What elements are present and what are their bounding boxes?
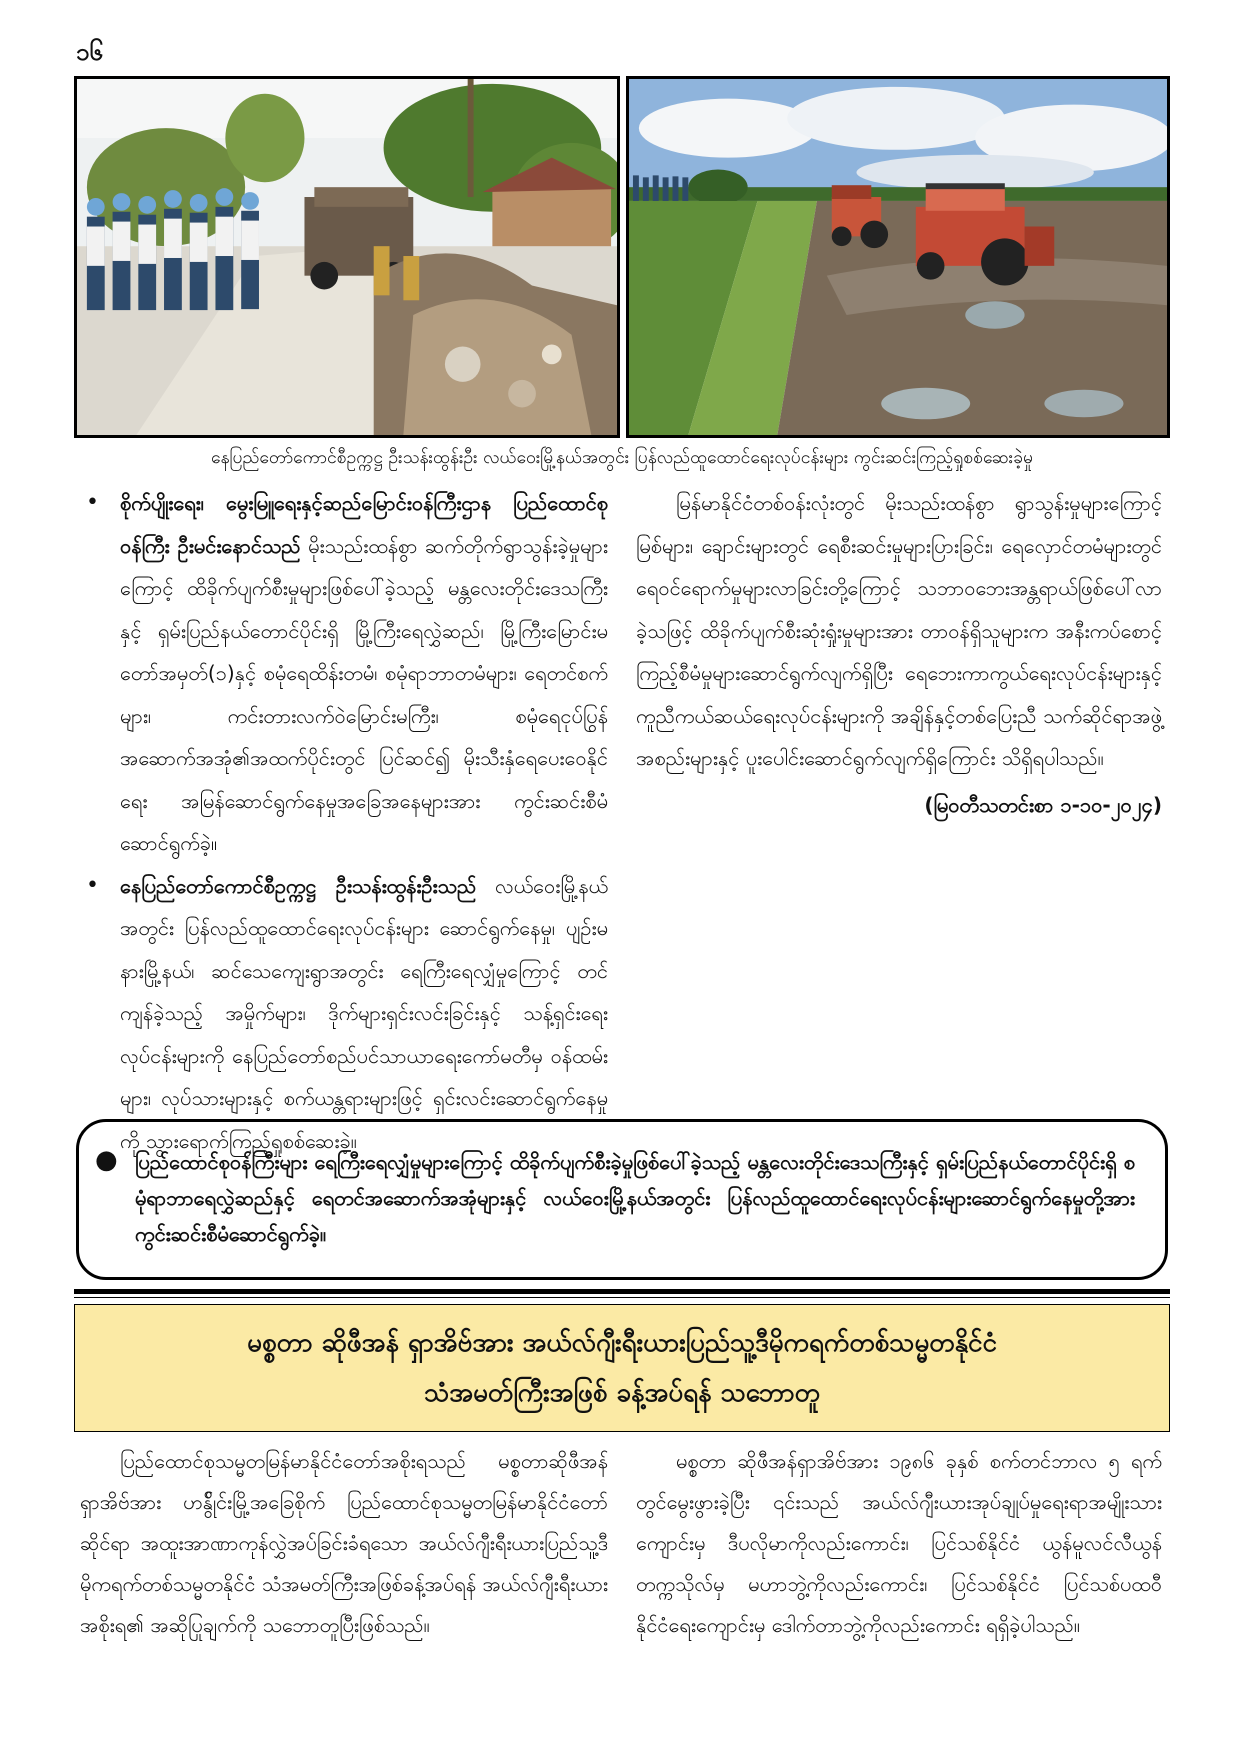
headline-box	[74, 1304, 1170, 1432]
page-number: ၁၆	[76, 38, 103, 66]
section-divider	[74, 1289, 1170, 1294]
headline-line-1: မစ္စတာ ဆိုဖီအန် ရှာအိဗ်အား အယ်လ်ဂျီးရီးယားပြည်သူ့ဒီမိုကရက်တစ်သမ္မတနိုင်ငံ	[247, 1328, 997, 1358]
bullet-dot-icon: •	[86, 490, 99, 515]
article2-left-paragraph: ပြည်ထောင်စုသမ္မတမြန်မာနိုင်ငံတော်အစိုးရသည် မစ္စတာဆိုဖီအန် ရှာအိဗ်အား ဟန်ွိုင်းမြို့အခြေစိုက် ပြည်ထောင်စုသမ္မတမြန်မာနိုင်ငံတော်ဆိုင်ရာ အထူးအာဏာကုန်လွှဲအပ်ခြင်းခံရသော အယ်လ်ဂျီးရီးယားပြည်သူ့ဒီမိုကရက်တစ်သမ္မတနိုင်ငံ သံအမတ်ကြီးအဖြစ်ခန့်အပ်ရန် အယ်လ်ဂျီးရီးယား အစိုးရ၏ အဆိုပြုချက်ကို သဘောတူပြီးဖြစ်သည်။	[80, 1449, 608, 1637]
section-divider-thin	[74, 1297, 1170, 1298]
article1-left-column	[80, 482, 608, 1162]
summary-box	[76, 1119, 1168, 1280]
photo-caption: နေပြည်တော်ကောင်စီဥက္ကဋ္ဌ ဦးသန်းထွန်းဦး လယ်ဝေးမြို့နယ်အတွင်း ပြန်လည်ထူထောင်ရေးလုပ်ငန်းများ ကွင်းဆင်းကြည့်ရှုစစ်ဆေးခဲ့မှု	[211, 448, 1033, 468]
tractor-field-illustration	[629, 79, 1167, 435]
bullet2-lead: နေပြည်တော်ကောင်စီဥက္ကဋ္ဌ ဦးသန်းထွန်းဦးသည်	[120, 873, 477, 898]
article2-left-column	[80, 1441, 608, 1646]
summary-text: ပြည်ထောင်စုဝန်ကြီးများ ရေကြီးရေလျှံမှုများကြောင့် ထိခိုက်ပျက်စီးခဲ့မှုဖြစ်ပေါ်ခဲ့သည့် မန္တလေးတိုင်းဒေသကြီးနှင့် ရှမ်းပြည်နယ်တောင်ပိုင်းရှိ စမုံရာဘာရေလွှဲဆည်နှင့် ရေတင်အဆောက်အအုံများနှင့် လယ်ဝေးမြို့နယ်အတွင်း ပြန်လည်ထူထောင်ရေးလုပ်ငန်းများဆောင်ရွက်နေမှုတို့အား ကွင်းဆင်းစီမံဆောင်ရွက်ခဲ့။	[135, 1150, 1135, 1246]
article1-right-column	[636, 482, 1162, 826]
bullet-paragraph-minister	[80, 482, 608, 865]
headline-line-2: သံအမတ်ကြီးအဖြစ် ခန့်အပ်ရန် သဘောတူ	[424, 1378, 820, 1408]
street-cleanup-photo	[74, 76, 620, 438]
article2-right-paragraph: မစ္စတာ ဆိုဖီအန်ရှာအိဗ်အား ၁၉၈၆ ခုနှစ် စက်တင်ဘာလ ၅ ရက်တွင်မွေးဖွားခဲ့ပြီး ၎င်းသည် အယ်လ်ဂျီးယားအုပ်ချုပ်မှုရေးရာအမျိုးသားကျောင်းမှ ဒီပလိုမာကိုလည်းကောင်း၊ ပြင်သစ်နိုင်ငံ ယွန်မူလင်လီယွန်တက္ကသိုလ်မှ မဟာဘွဲ့ကိုလည်းကောင်း၊ ပြင်သစ်နိုင်ငံ ပြင်သစ်ပထဝီနိုင်ငံရေးကျောင်းမှ ဒေါက်တာဘွဲ့ကိုလည်းကောင်း ရရှိခဲ့ပါသည်။	[636, 1449, 1162, 1637]
bullet-dot-icon: •	[86, 872, 99, 898]
street-cleanup-illustration	[77, 79, 617, 435]
bullet1-body: မိုးသည်းထန်စွာ ဆက်တိုက်ရွာသွန်းခဲ့မှုများကြောင့် ထိခိုက်ပျက်စီးမှုများဖြစ်ပေါ်ခဲ့သည့် မန္တလေးတိုင်းဒေသကြီးနှင့် ရှမ်းပြည်နယ်တောင်ပိုင်းရှိ မြို့ကြီးရေလွှဲဆည်၊ မြို့ကြီးမြောင်းမတော်အမှတ်(၁)နှင့် စမုံရေထိန်းတမံ၊ စမုံရာဘာတမံများ၊ ရေတင်စက်များ၊ ကင်းတားလက်ဝဲမြောင်းမကြီး၊ စမုံရေငုပ်ပြွန်အဆောက်အအုံ၏အထက်ပိုင်းတွင် ပြင်ဆင်၍ မိုးသီးနှံရေပေးဝေနိုင်ရေး အမြန်ဆောင်ရွက်နေမှုအခြေအနေများအား ကွင်းဆင်းစီမံဆောင်ရွက်ခဲ့။	[120, 533, 608, 855]
bullet2-body: လယ်ဝေးမြို့နယ်အတွင်း ပြန်လည်ထူထောင်ရေးလုပ်ငန်းများ ဆောင်ရွက်နေမှု၊ ပျဉ်းမနားမြို့နယ်၊ ဆင်သေကျေးရွာအတွင်း ရေကြီးရေလျှံမှုကြောင့် တင်ကျန်ခဲ့သည့် အမှိုက်များ၊ ဒိုက်များရှင်းလင်းခြင်းနှင့် သန့်ရှင်းရေးလုပ်ငန်းများကို နေပြည်တော်စည်ပင်သာယာရေးကော်မတီမှ ဝန်ထမ်းများ၊ လုပ်သားများနှင့် စက်ယန္တရားများဖြင့် ရှင်းလင်းဆောင်ရွက်နေမှုကို သွားရောက်ကြည့်ရှုစစ်ဆေးခဲ့။	[120, 873, 608, 1153]
tractor-field-photo	[626, 76, 1170, 438]
news-source: (မြဝတီသတင်းစာ ၁-၁၀-၂၀၂၄)	[924, 792, 1162, 817]
summary-bullet-icon: ●	[95, 1145, 118, 1175]
bullet1-lead: စိုက်ပျိုးရေး၊ မွေးမြူရေးနှင့်ဆည်မြောင်းဝန်ကြီးဌာန ပြည်ထောင်စုဝန်ကြီး ဦးမင်းနောင်သည်	[120, 491, 608, 558]
article2-right-column	[636, 1441, 1162, 1646]
bullet-paragraph-council-chair	[80, 865, 608, 1163]
article1-paragraph: မြန်မာနိုင်ငံတစ်ဝန်းလုံးတွင် မိုးသည်းထန်စွာ ရွာသွန်းမှုများကြောင့် မြစ်များ၊ ချောင်းများတွင် ရေစီးဆင်းမှုများပြားခြင်း၊ ရေလှောင်တမံများတွင် ရေဝင်ရောက်မှုများလာခြင်းတို့ကြောင့် သဘာဝဘေးအန္တရာယ်ဖြစ်ပေါ်လာခဲ့သဖြင့် ထိခိုက်ပျက်စီးဆုံးရှုံးမှုများအား တာဝန်ရှိသူများက အနီးကပ်စောင့်ကြည့်စီမံမှုများဆောင်ရွက်လျက်ရှိပြီး ရေဘေးကာကွယ်ရေးလုပ်ငန်းများနှင့် ကူညီကယ်ဆယ်ရေးလုပ်ငန်းများကို အချိန်နှင့်တစ်ပြေးညီ သက်ဆိုင်ရာအဖွဲ့အစည်းများနှင့် ပူးပေါင်းဆောင်ရွက်လျက်ရှိကြောင်း သိရှိရပါသည်။	[636, 491, 1162, 770]
